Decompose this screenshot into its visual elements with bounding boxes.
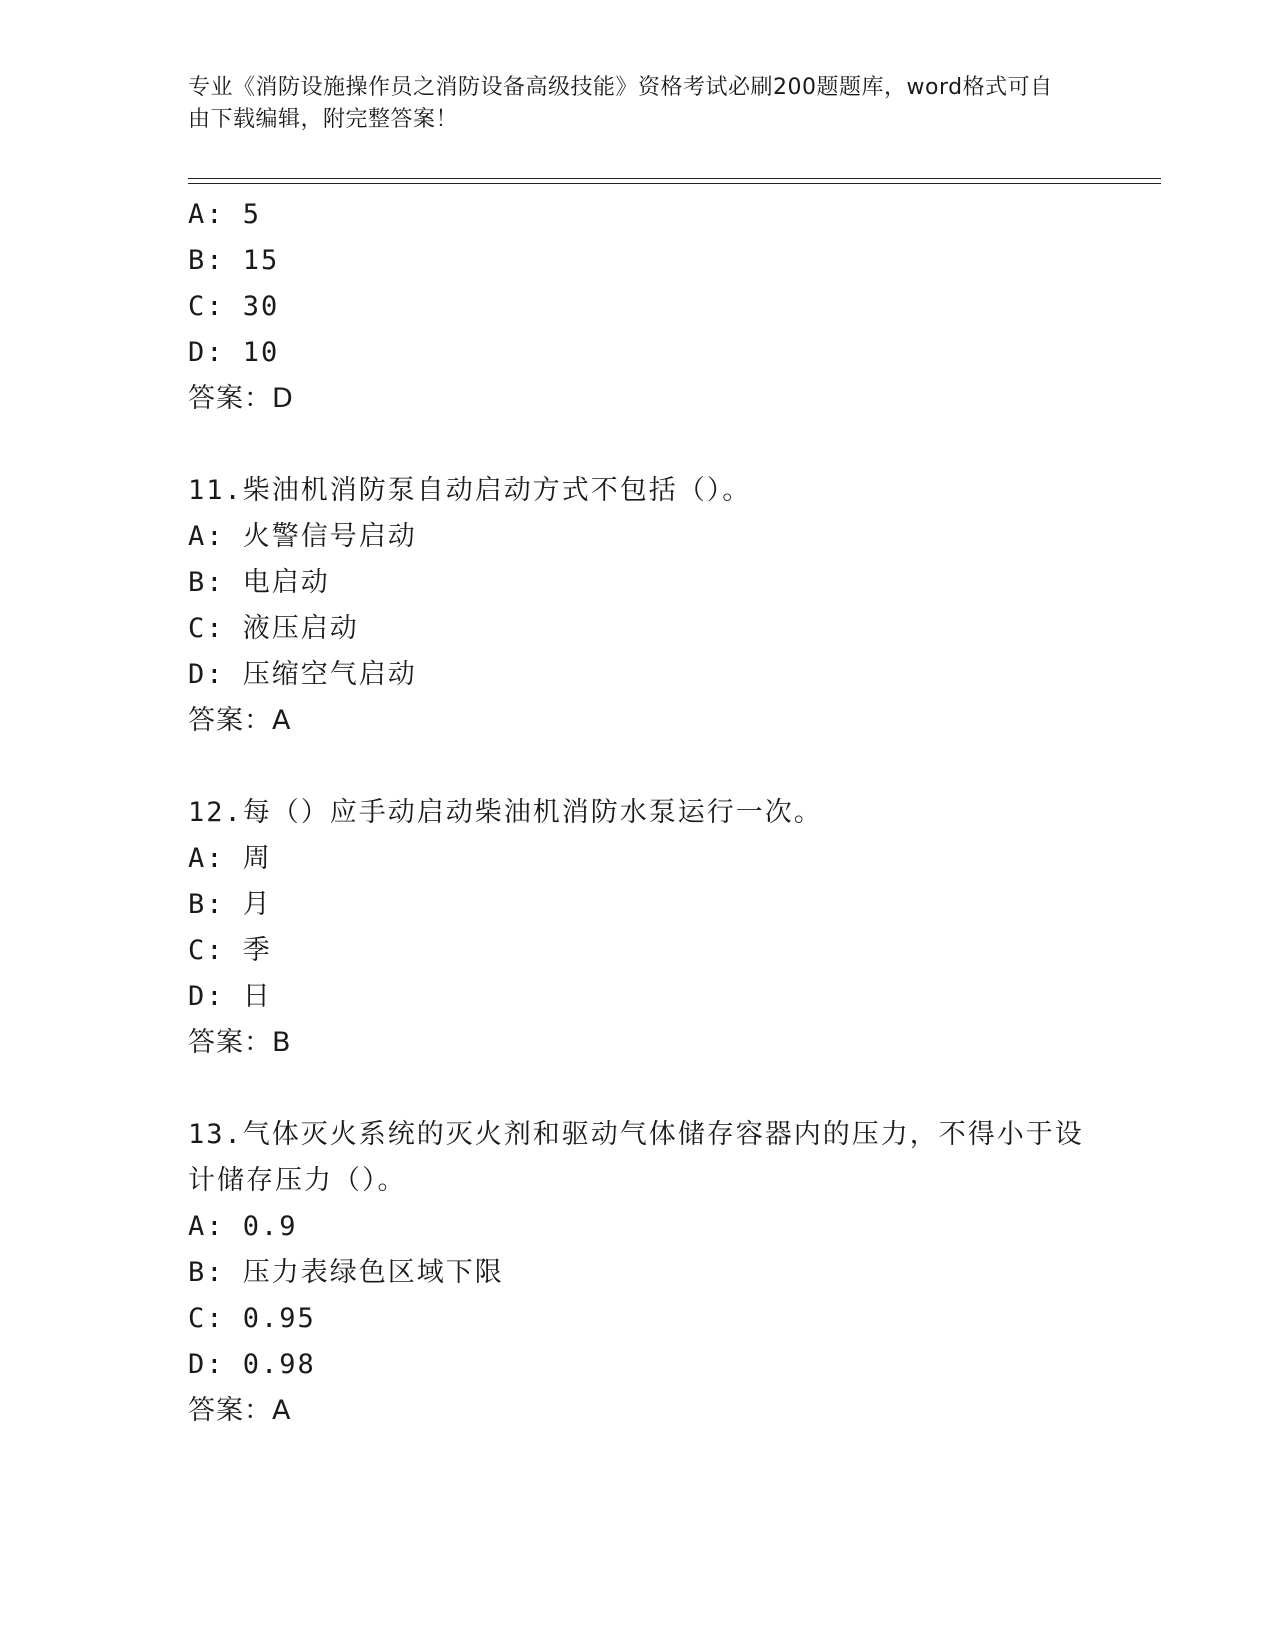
document-header: 专业《消防设施操作员之消防设备高级技能》资格考试必刷200题题库，word格式可自由下载编辑，附完整答案！	[188, 75, 1053, 132]
question-stem-line-1: 13.气体灭火系统的灭火剂和驱动气体储存容器内的压力，不得小于设	[188, 1119, 1084, 1150]
answer: 答案：A	[188, 705, 292, 736]
option-c: C: 30	[188, 291, 280, 322]
option-a: A: 周	[188, 843, 272, 874]
option-a: A: 0.9	[188, 1211, 298, 1242]
question-11	[188, 468, 1088, 744]
answer: 答案：D	[188, 383, 294, 414]
question-12	[188, 790, 1088, 1066]
answer: 答案：B	[188, 1027, 292, 1058]
question-stem: 11.柴油机消防泵自动启动方式不包括（）。	[188, 475, 752, 506]
option-d: D: 0.98	[188, 1349, 316, 1380]
option-a: A: 5	[188, 199, 262, 230]
option-b: B: 电启动	[188, 567, 330, 598]
option-c: C: 季	[188, 935, 272, 966]
question-stem: 12.每（）应手动启动柴油机消防水泵运行一次。	[188, 797, 823, 828]
option-b: B: 15	[188, 245, 280, 276]
option-c: C: 液压启动	[188, 613, 359, 644]
question-13	[188, 1112, 1088, 1434]
option-d: D: 压缩空气启动	[188, 659, 417, 690]
option-a: A: 火警信号启动	[188, 521, 417, 552]
question-list	[188, 192, 1088, 1434]
option-c: C: 0.95	[188, 1303, 316, 1334]
question-stem-line-2: 计储存压力（）。	[188, 1165, 407, 1196]
question-10-options	[188, 192, 1088, 422]
header-rule-bottom	[188, 183, 1161, 184]
option-d: D: 日	[188, 981, 272, 1012]
option-b: B: 月	[188, 889, 272, 920]
option-b: B: 压力表绿色区域下限	[188, 1257, 504, 1288]
header-rule-top	[188, 178, 1161, 179]
answer: 答案：A	[188, 1395, 292, 1426]
option-d: D: 10	[188, 337, 280, 368]
